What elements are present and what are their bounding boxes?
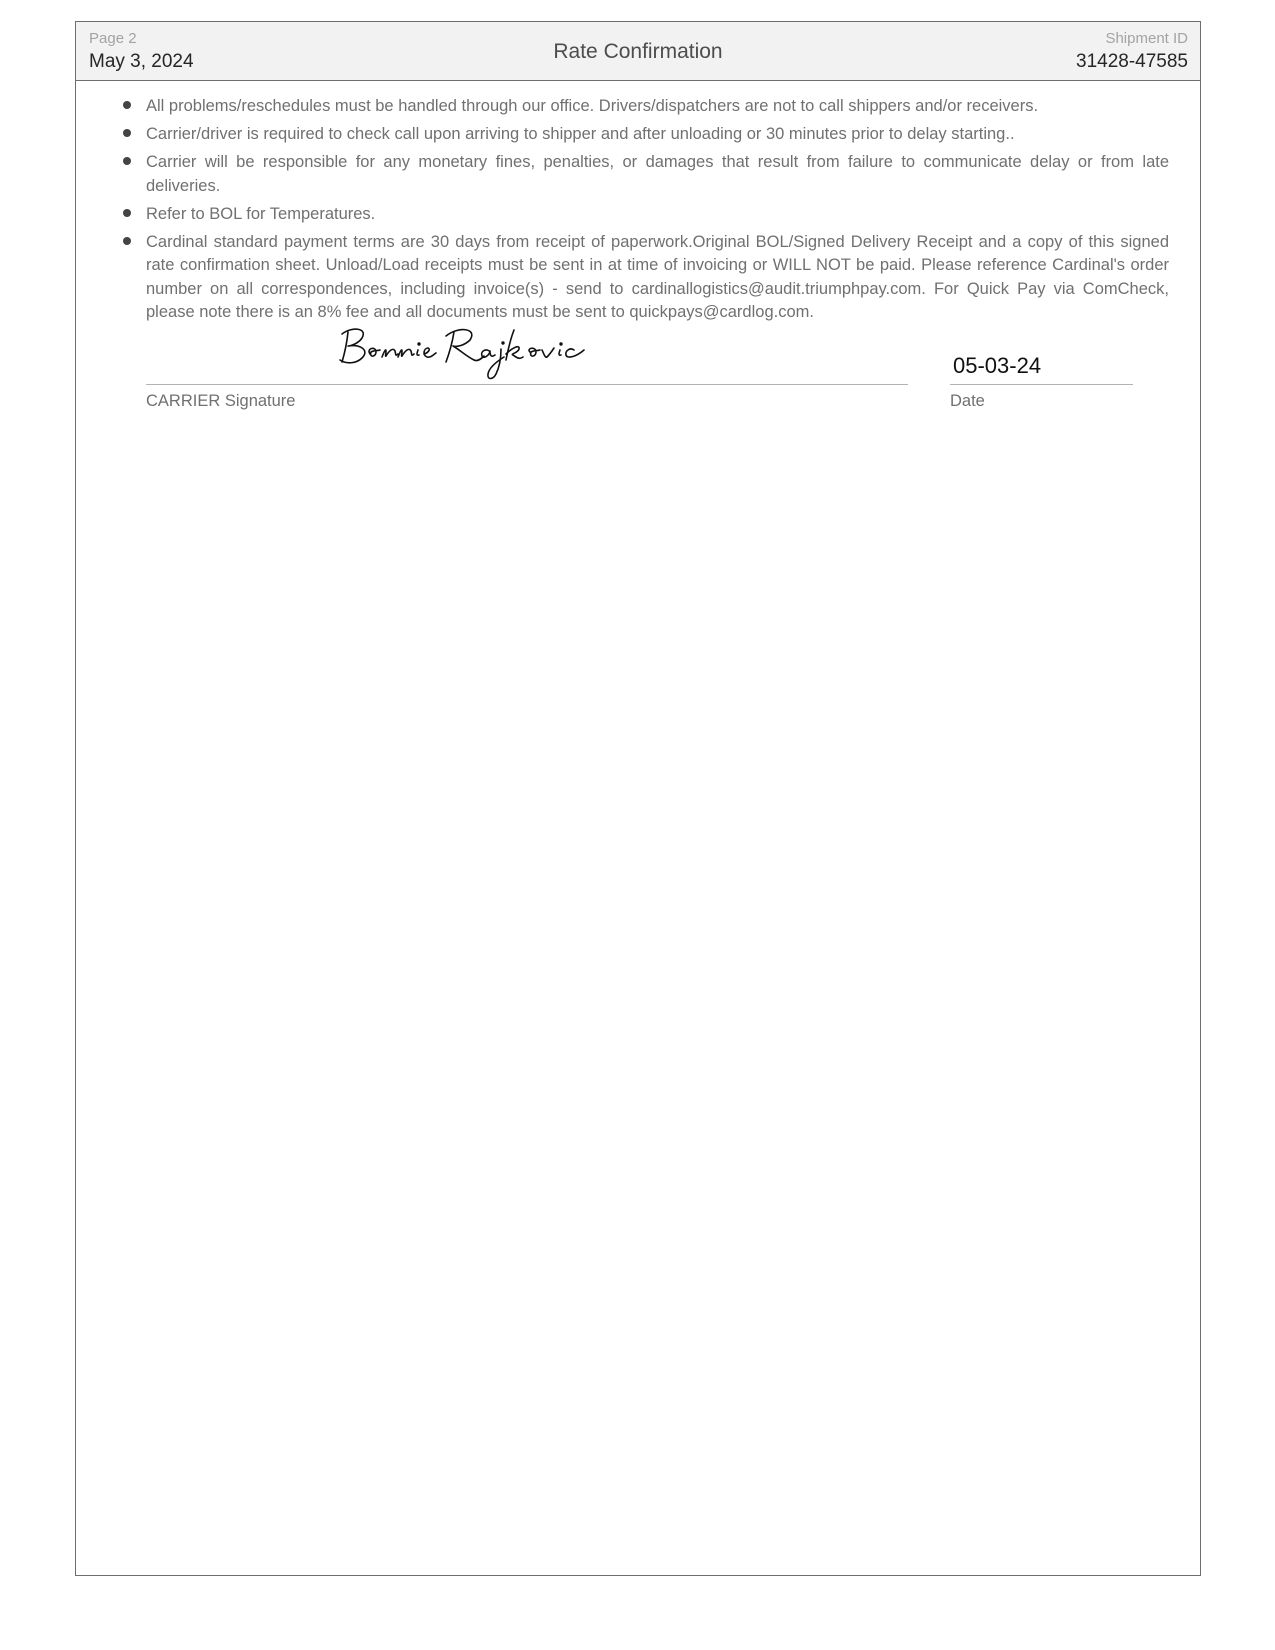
shipment-id-label: Shipment ID <box>1105 30 1188 47</box>
date-line <box>950 384 1133 385</box>
bullet-icon <box>123 209 131 217</box>
page-title: Rate Confirmation <box>553 40 723 63</box>
list-item <box>121 95 1169 119</box>
shipment-id: 31428-47585 <box>1076 51 1188 72</box>
list-item <box>121 151 1169 198</box>
page-header <box>76 22 1200 81</box>
list-item <box>121 123 1169 147</box>
term-text: All problems/reschedules must be handled through our office. Drivers/dispatchers are not to call shippers and/or receivers. <box>146 97 1039 115</box>
term-text: Carrier will be responsible for any monetary fines, penalties, or damages that result from failure to communicate delay or from late deliveries. <box>146 153 1169 195</box>
bullet-icon <box>123 157 131 165</box>
date-label: Date <box>950 392 985 410</box>
page-number: Page 2 <box>89 30 137 47</box>
bullet-icon <box>123 101 131 109</box>
list-item <box>121 231 1169 325</box>
bullet-icon <box>123 237 131 245</box>
list-item <box>121 203 1169 227</box>
bullet-icon <box>123 129 131 137</box>
carrier-signature-label: CARRIER Signature <box>146 392 296 410</box>
header-right <box>1076 30 1188 74</box>
signature-date: 05-03-24 <box>953 353 1042 378</box>
signature-line <box>146 384 908 385</box>
terms-list <box>121 95 1169 329</box>
carrier-signature <box>338 324 598 382</box>
term-text: Carrier/driver is required to check call upon arriving to shipper and after unloading or 30 minutes prior to delay starting.. <box>146 125 1015 143</box>
term-text: Cardinal standard payment terms are 30 days from receipt of paperwork.Original BOL/Signed Delivery Receipt and a copy of this signed rate confirmation sheet. Unload/Load receipts must be sent in at time of invoicing or WILL NOT be paid. Please reference Cardinal's order number on all correspondences, including invoice(s) - send to cardinallogistics@audit.triumphpay.com. For Quick Pay via ComCheck, please note there is an 8% fee and all documents must be sent to quickpays@cardlog.com. <box>146 232 1169 321</box>
document-date: May 3, 2024 <box>89 51 194 72</box>
document-frame <box>75 21 1201 1576</box>
term-text: Refer to BOL for Temperatures. <box>146 204 376 223</box>
